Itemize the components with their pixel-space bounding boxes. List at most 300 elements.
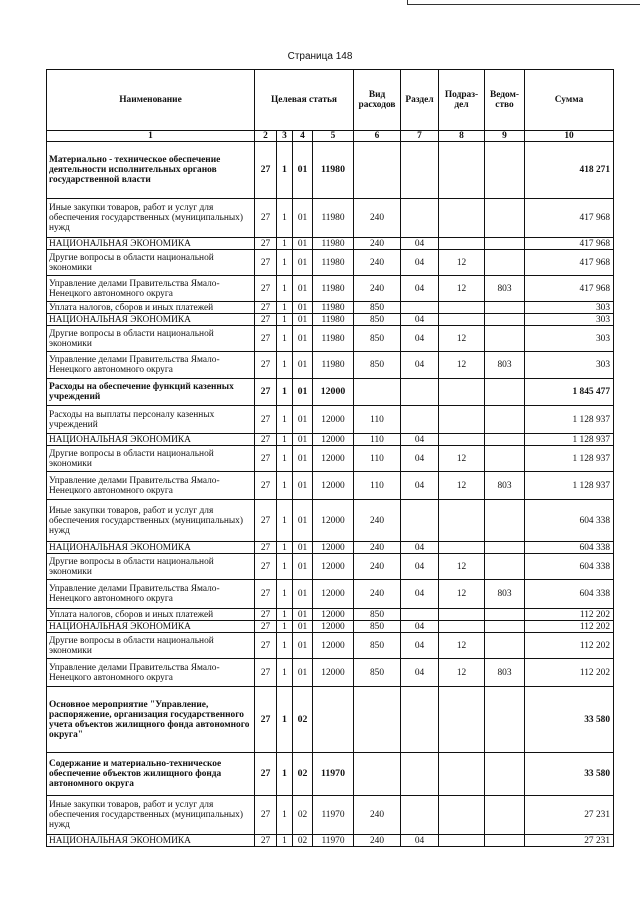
code-cell: 1 [277, 406, 293, 434]
subsection-cell: 12 [439, 446, 485, 472]
code-cell: 01 [293, 326, 313, 352]
table-row [47, 609, 614, 621]
dept-cell [485, 326, 525, 352]
code-cell: 12000 [313, 621, 354, 633]
col-number: 5 [313, 131, 354, 142]
code-cell: 27 [255, 302, 277, 314]
code-cell: 1 [277, 446, 293, 472]
code-cell: 1 [277, 250, 293, 276]
code-cell: 27 [255, 472, 277, 500]
sum-cell: 303 [525, 352, 614, 379]
exp-type-cell: 850 [354, 659, 401, 687]
exp-type-cell: 240 [354, 250, 401, 276]
section-cell: 04 [401, 554, 439, 580]
dept-cell [485, 621, 525, 633]
code-cell: 11970 [313, 796, 354, 835]
exp-type-cell [354, 687, 401, 753]
header-section: Раздел [401, 70, 439, 131]
subsection-cell [439, 796, 485, 835]
subsection-cell: 12 [439, 276, 485, 302]
code-cell: 01 [293, 302, 313, 314]
row-name-cell: Управление делами Правительства Ямало-Ненецкого автономного округа [47, 659, 255, 687]
sum-cell: 417 968 [525, 238, 614, 250]
header-name: Наименование [47, 70, 255, 131]
section-cell: 04 [401, 472, 439, 500]
code-cell [313, 687, 354, 753]
code-cell: 12000 [313, 542, 354, 554]
exp-type-cell: 850 [354, 609, 401, 621]
code-cell: 27 [255, 250, 277, 276]
row-name-cell: НАЦИОНАЛЬНАЯ ЭКОНОМИКА [47, 542, 255, 554]
table-row [47, 352, 614, 379]
row-name-cell: НАЦИОНАЛЬНАЯ ЭКОНОМИКА [47, 434, 255, 446]
dept-cell: 803 [485, 352, 525, 379]
table-row [47, 633, 614, 659]
section-cell [401, 796, 439, 835]
code-cell: 27 [255, 621, 277, 633]
code-cell: 27 [255, 314, 277, 326]
col-number: 3 [277, 131, 293, 142]
subsection-cell [439, 621, 485, 633]
row-name-cell: НАЦИОНАЛЬНАЯ ЭКОНОМИКА [47, 835, 255, 847]
table-row [47, 580, 614, 609]
code-cell: 1 [277, 687, 293, 753]
code-cell: 01 [293, 276, 313, 302]
code-cell: 27 [255, 276, 277, 302]
subsection-cell: 12 [439, 554, 485, 580]
code-cell: 01 [293, 542, 313, 554]
exp-type-cell: 240 [354, 276, 401, 302]
exp-type-cell: 240 [354, 835, 401, 847]
subsection-cell: 12 [439, 659, 485, 687]
row-name-cell: Иные закупки товаров, работ и услуг для обеспечения государственных (муниципальных) нужд [47, 500, 255, 542]
code-cell: 12000 [313, 406, 354, 434]
code-cell: 27 [255, 796, 277, 835]
code-cell: 1 [277, 434, 293, 446]
sum-cell: 604 338 [525, 580, 614, 609]
code-cell: 27 [255, 446, 277, 472]
code-cell: 1 [277, 326, 293, 352]
row-name-cell: Расходы на обеспечение функций казенных учреждений [47, 379, 255, 406]
code-cell: 1 [277, 238, 293, 250]
subsection-cell: 12 [439, 352, 485, 379]
subsection-cell [439, 542, 485, 554]
code-cell: 27 [255, 554, 277, 580]
table-row [47, 621, 614, 633]
section-cell [401, 609, 439, 621]
row-name-cell: Управление делами Правительства Ямало-Ненецкого автономного округа [47, 472, 255, 500]
sum-cell: 1 128 937 [525, 446, 614, 472]
exp-type-cell: 240 [354, 238, 401, 250]
table-row [47, 542, 614, 554]
code-cell: 1 [277, 621, 293, 633]
section-cell: 04 [401, 621, 439, 633]
subsection-cell: 12 [439, 633, 485, 659]
code-cell: 11970 [313, 753, 354, 796]
section-cell: 04 [401, 580, 439, 609]
code-cell: 01 [293, 406, 313, 434]
code-cell: 1 [277, 753, 293, 796]
code-cell: 11980 [313, 352, 354, 379]
section-cell: 04 [401, 352, 439, 379]
row-name-cell: Другие вопросы в области национальной экономики [47, 554, 255, 580]
exp-type-cell: 850 [354, 302, 401, 314]
dept-cell [485, 434, 525, 446]
exp-type-cell: 850 [354, 633, 401, 659]
code-cell: 01 [293, 314, 313, 326]
sum-cell: 33 580 [525, 753, 614, 796]
dept-cell [485, 302, 525, 314]
table-row [47, 238, 614, 250]
code-cell: 27 [255, 633, 277, 659]
row-name-cell: Основное мероприятие "Управление, распоряжение, организация государственного учета объектов жилищного фонда автономного округа" [47, 687, 255, 753]
row-name-cell: Иные закупки товаров, работ и услуг для обеспечения государственных (муниципальных) нужд [47, 796, 255, 835]
dept-cell [485, 753, 525, 796]
code-cell: 01 [293, 142, 313, 199]
col-number: 10 [525, 131, 614, 142]
sum-cell: 112 202 [525, 633, 614, 659]
subsection-cell [439, 687, 485, 753]
code-cell: 01 [293, 250, 313, 276]
dept-cell [485, 446, 525, 472]
section-cell [401, 753, 439, 796]
row-name-cell: Другие вопросы в области национальной экономики [47, 250, 255, 276]
code-cell: 12000 [313, 659, 354, 687]
exp-type-cell: 850 [354, 352, 401, 379]
code-cell: 12000 [313, 446, 354, 472]
code-cell: 11980 [313, 326, 354, 352]
code-cell: 1 [277, 835, 293, 847]
code-cell: 1 [277, 554, 293, 580]
code-cell: 1 [277, 633, 293, 659]
dept-cell [485, 406, 525, 434]
sum-cell: 604 338 [525, 554, 614, 580]
sum-cell: 417 968 [525, 199, 614, 238]
row-name-cell: Иные закупки товаров, работ и услуг для обеспечения государственных (муниципальных) нужд [47, 199, 255, 238]
code-cell: 1 [277, 142, 293, 199]
header-exp-type: Вид расходов [354, 70, 401, 131]
dept-cell: 803 [485, 580, 525, 609]
code-cell: 01 [293, 500, 313, 542]
code-cell: 01 [293, 238, 313, 250]
code-cell: 1 [277, 659, 293, 687]
col-number: 2 [255, 131, 277, 142]
table-row [47, 199, 614, 238]
code-cell: 01 [293, 379, 313, 406]
code-cell: 27 [255, 379, 277, 406]
code-cell: 1 [277, 199, 293, 238]
subsection-cell [439, 753, 485, 796]
exp-type-cell: 240 [354, 796, 401, 835]
code-cell: 01 [293, 472, 313, 500]
code-cell: 1 [277, 542, 293, 554]
code-cell: 1 [277, 796, 293, 835]
row-name-cell: НАЦИОНАЛЬНАЯ ЭКОНОМИКА [47, 314, 255, 326]
exp-type-cell: 850 [354, 326, 401, 352]
code-cell: 12000 [313, 434, 354, 446]
sum-cell: 112 202 [525, 659, 614, 687]
code-cell: 11980 [313, 250, 354, 276]
code-cell: 01 [293, 352, 313, 379]
code-cell: 01 [293, 434, 313, 446]
subsection-cell [439, 609, 485, 621]
code-cell: 27 [255, 434, 277, 446]
exp-type-cell [354, 142, 401, 199]
dept-cell [485, 687, 525, 753]
dept-cell [485, 835, 525, 847]
dept-cell [485, 633, 525, 659]
header-row [47, 70, 614, 131]
code-cell: 1 [277, 302, 293, 314]
code-cell: 27 [255, 406, 277, 434]
code-cell: 27 [255, 542, 277, 554]
code-cell: 11980 [313, 302, 354, 314]
code-cell: 12000 [313, 554, 354, 580]
subsection-cell [439, 835, 485, 847]
dept-cell [485, 554, 525, 580]
dept-cell [485, 542, 525, 554]
code-cell: 27 [255, 835, 277, 847]
dept-cell [485, 238, 525, 250]
col-number: 7 [401, 131, 439, 142]
header-sum: Сумма [525, 70, 614, 131]
top-rule [407, 0, 640, 5]
sum-cell: 112 202 [525, 621, 614, 633]
sum-cell: 604 338 [525, 500, 614, 542]
section-cell [401, 199, 439, 238]
sum-cell: 303 [525, 302, 614, 314]
exp-type-cell: 850 [354, 314, 401, 326]
row-name-cell: Управление делами Правительства Ямало-Ненецкого автономного округа [47, 276, 255, 302]
code-cell: 11970 [313, 835, 354, 847]
subsection-cell [439, 142, 485, 199]
exp-type-cell [354, 379, 401, 406]
code-cell: 12000 [313, 580, 354, 609]
table-row [47, 434, 614, 446]
row-name-cell: Управление делами Правительства Ямало-Ненецкого автономного округа [47, 352, 255, 379]
table-row [47, 753, 614, 796]
row-name-cell: Другие вопросы в области национальной экономики [47, 633, 255, 659]
header-target: Целевая статья [255, 70, 354, 131]
row-name-cell: Управление делами Правительства Ямало-Ненецкого автономного округа [47, 580, 255, 609]
table-row [47, 276, 614, 302]
section-cell [401, 142, 439, 199]
exp-type-cell: 110 [354, 434, 401, 446]
sum-cell: 1 128 937 [525, 472, 614, 500]
code-cell: 01 [293, 446, 313, 472]
exp-type-cell: 110 [354, 406, 401, 434]
code-cell: 01 [293, 199, 313, 238]
table-row [47, 796, 614, 835]
code-cell: 1 [277, 472, 293, 500]
dept-cell: 803 [485, 276, 525, 302]
column-number-row [47, 131, 614, 142]
col-number: 6 [354, 131, 401, 142]
sum-cell: 27 231 [525, 835, 614, 847]
exp-type-cell: 240 [354, 199, 401, 238]
section-cell: 04 [401, 446, 439, 472]
col-number: 4 [293, 131, 313, 142]
section-cell: 04 [401, 238, 439, 250]
code-cell: 01 [293, 633, 313, 659]
dept-cell [485, 250, 525, 276]
table-row [47, 326, 614, 352]
subsection-cell [439, 379, 485, 406]
row-name-cell: Содержание и материально-техническое обеспечение объектов жилищного фонда автономного округа [47, 753, 255, 796]
section-cell: 04 [401, 314, 439, 326]
sum-cell: 112 202 [525, 609, 614, 621]
subsection-cell: 12 [439, 326, 485, 352]
col-number: 1 [47, 131, 255, 142]
code-cell: 12000 [313, 609, 354, 621]
budget-table [46, 69, 614, 847]
exp-type-cell: 240 [354, 554, 401, 580]
dept-cell: 803 [485, 472, 525, 500]
code-cell: 12000 [313, 633, 354, 659]
dept-cell [485, 142, 525, 199]
code-cell: 02 [293, 753, 313, 796]
table-row [47, 379, 614, 406]
code-cell: 27 [255, 199, 277, 238]
dept-cell [485, 314, 525, 326]
row-name-cell: Другие вопросы в области национальной экономики [47, 446, 255, 472]
code-cell: 01 [293, 621, 313, 633]
code-cell: 27 [255, 609, 277, 621]
exp-type-cell [354, 753, 401, 796]
code-cell: 1 [277, 276, 293, 302]
sum-cell: 33 580 [525, 687, 614, 753]
subsection-cell [439, 406, 485, 434]
row-name-cell: Другие вопросы в области национальной экономики [47, 326, 255, 352]
code-cell: 27 [255, 352, 277, 379]
code-cell: 1 [277, 352, 293, 379]
table-row [47, 500, 614, 542]
code-cell: 01 [293, 580, 313, 609]
section-cell: 04 [401, 250, 439, 276]
code-cell: 11980 [313, 238, 354, 250]
table-row [47, 554, 614, 580]
col-number: 8 [439, 131, 485, 142]
col-number: 9 [485, 131, 525, 142]
subsection-cell: 12 [439, 472, 485, 500]
table-row [47, 687, 614, 753]
section-cell [401, 379, 439, 406]
sum-cell: 27 231 [525, 796, 614, 835]
code-cell: 27 [255, 687, 277, 753]
table-row [47, 659, 614, 687]
subsection-cell [439, 434, 485, 446]
sum-cell: 604 338 [525, 542, 614, 554]
code-cell: 1 [277, 580, 293, 609]
subsection-cell [439, 238, 485, 250]
code-cell: 27 [255, 753, 277, 796]
row-name-cell: Уплата налогов, сборов и иных платежей [47, 609, 255, 621]
section-cell: 04 [401, 542, 439, 554]
exp-type-cell: 240 [354, 542, 401, 554]
table-row [47, 446, 614, 472]
sum-cell: 303 [525, 326, 614, 352]
section-cell [401, 302, 439, 314]
subsection-cell: 12 [439, 250, 485, 276]
row-name-cell: Материально - техническое обеспечение деятельности исполнительных органов государственной власти [47, 142, 255, 199]
dept-cell [485, 379, 525, 406]
exp-type-cell: 110 [354, 446, 401, 472]
code-cell: 11980 [313, 199, 354, 238]
code-cell: 12000 [313, 472, 354, 500]
code-cell: 27 [255, 142, 277, 199]
row-name-cell: НАЦИОНАЛЬНАЯ ЭКОНОМИКА [47, 621, 255, 633]
dept-cell [485, 796, 525, 835]
table-row [47, 250, 614, 276]
subsection-cell: 12 [439, 580, 485, 609]
row-name-cell: Уплата налогов, сборов и иных платежей [47, 302, 255, 314]
table-row [47, 406, 614, 434]
exp-type-cell: 240 [354, 580, 401, 609]
section-cell: 04 [401, 276, 439, 302]
dept-cell [485, 199, 525, 238]
code-cell: 1 [277, 314, 293, 326]
dept-cell: 803 [485, 659, 525, 687]
subsection-cell [439, 500, 485, 542]
table-row [47, 835, 614, 847]
sum-cell: 1 128 937 [525, 406, 614, 434]
section-cell: 04 [401, 659, 439, 687]
section-cell: 04 [401, 633, 439, 659]
section-cell [401, 406, 439, 434]
code-cell: 01 [293, 554, 313, 580]
code-cell: 11980 [313, 314, 354, 326]
page-number: Страница 148 [287, 51, 353, 62]
code-cell: 1 [277, 500, 293, 542]
sum-cell: 1 845 477 [525, 379, 614, 406]
subsection-cell [439, 302, 485, 314]
section-cell [401, 500, 439, 542]
code-cell: 27 [255, 659, 277, 687]
code-cell: 27 [255, 580, 277, 609]
exp-type-cell: 850 [354, 621, 401, 633]
row-name-cell: НАЦИОНАЛЬНАЯ ЭКОНОМИКА [47, 238, 255, 250]
subsection-cell [439, 199, 485, 238]
code-cell: 02 [293, 687, 313, 753]
sum-cell: 1 128 937 [525, 434, 614, 446]
sum-cell: 417 968 [525, 250, 614, 276]
subsection-cell [439, 314, 485, 326]
code-cell: 11980 [313, 276, 354, 302]
sum-cell: 303 [525, 314, 614, 326]
code-cell: 01 [293, 609, 313, 621]
dept-cell [485, 500, 525, 542]
code-cell: 27 [255, 326, 277, 352]
sum-cell: 418 271 [525, 142, 614, 199]
row-name-cell: Расходы на выплаты персоналу казенных учреждений [47, 406, 255, 434]
exp-type-cell: 110 [354, 472, 401, 500]
dept-cell [485, 609, 525, 621]
code-cell: 12000 [313, 500, 354, 542]
code-cell: 27 [255, 238, 277, 250]
section-cell: 04 [401, 326, 439, 352]
section-cell [401, 687, 439, 753]
code-cell: 11980 [313, 142, 354, 199]
section-cell: 04 [401, 434, 439, 446]
code-cell: 1 [277, 609, 293, 621]
header-dept: Ведом-ство [485, 70, 525, 131]
table-row [47, 314, 614, 326]
header-subsection: Подраз-дел [439, 70, 485, 131]
sum-cell: 417 968 [525, 276, 614, 302]
table-row [47, 142, 614, 199]
exp-type-cell: 240 [354, 500, 401, 542]
table-row [47, 472, 614, 500]
